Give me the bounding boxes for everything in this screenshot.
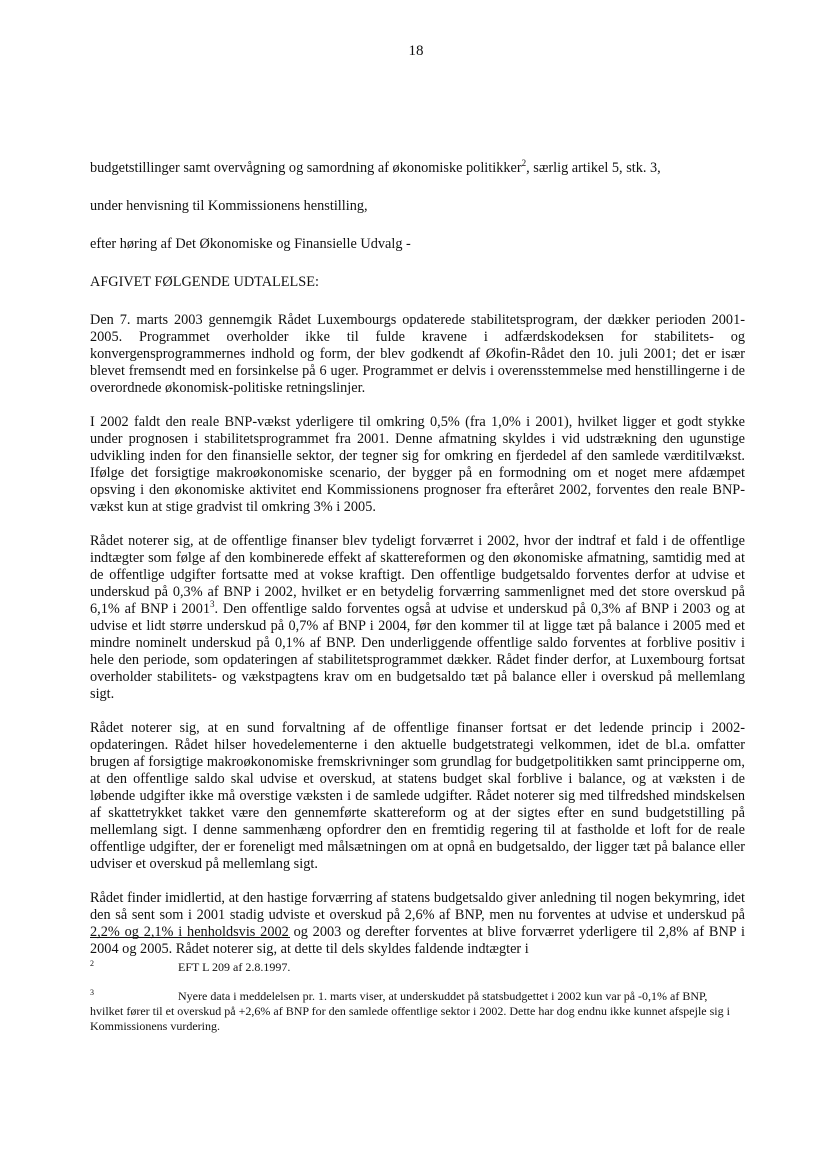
intro-line-consultation: efter høring af Det Økonomiske og Finansielle Udvalg - [90,236,411,252]
opinion-heading: AFGIVET FØLGENDE UDTALELSE: [90,274,319,290]
footnote-separator [90,937,290,938]
footnote-mark: 2 [90,959,94,968]
paragraph-gdp-growth: I 2002 faldt den reale BNP-vækst yderligere til omkring 0,5% (fra 1,0% i 2001), hvilket ligger et godt stykke under prognosen i stabilitetsprogrammet fra 2001. Denne afmatning skyldes i vid udstrækning den ugunstige udvikling inden for den finansielle sektor, der tegner sig for omkring en fjerdedel af den samlede værditilvækst. Ifølge det forsigtige makroøkonomiske scenario, der bygger på en formodning om et noget mere afdæmpet opsving i den økonomiske aktivitet end Kommissionens prognoser fra efteråret 2002, forventes den reale BNP-vækst kun at stige gradvist til omkring 3% i 2005. [90,414,745,515]
page-number: 18 [408,43,424,59]
footnote-item [90,960,740,975]
intro-line-recommendation: under henvisning til Kommissionens henstilling, [90,198,368,214]
footnote-text: EFT L 209 af 2.8.1997. [178,960,291,974]
paragraph-budget-strategy: Rådet noterer sig, at en sund forvaltning af de offentlige finanser fortsat er det ledende princip i 2002-opdateringen. Rådet hilser hovedelementerne i den aktuelle budgetstrategi velkommen, idet de bl.a. omfatter brugen af forsigtige makroøkonomiske fremskrivninger som grundlag for budgetpolitikken samt principperne om, at den offentlige saldo skal udvise et overskud, at statens budget skal forblive i balance, og at væksten i de løbende udgifter ikke må overstige væksten i de samlede udgifter. Rådet noterer sig med tilfredshed mindskelsen af skattetrykket takket være den gennemførte skattereform og at der sigtes efter en sund budgetstilling på mellemlang sigt. I denne sammenhæng opfordrer den en fremtidig regering til at fastholde et loft for de reale offentlige udgifter, der er foreneligt med målsætningen om at opnå en budgetsaldo, der ligger tæt på balance eller udviser et overskud på mellemlang sigt. [90,720,745,872]
footnote-reference[interactable]: 2 [521,158,527,169]
footnote-text: Nyere data i meddelelsen pr. 1. marts viser, at underskuddet på statsbudgettet i 2002 kun var på -0,1% af BNP, hvilket fører til et overskud på +2,6% af BNP for den samlede offentlige sektor i 2002. Dette har dog endnu ikke kunnet afspejle sig i Kommissionens vurdering. [90,989,730,1033]
footnote-mark: 3 [90,988,94,997]
paragraph-state-budget-concern: Rådet finder imidlertid, at den hastige forværring af statens budgetsaldo giver anledning til nogen bekymring, idet den så sent som i 2001 stadig udviste et overskud på 2,6% af BNP, men nu forventes at udvise et underskud på 2,2% og 2,1% i henholdsvis 2002 og 2003 og derefter forventes at blive forværret yderligere til 2,8% af BNP i 2004 og 2005. Rådet noterer sig, at dette til dels skyldes faldende indtægter i [90,890,745,957]
paragraph-public-finances: Rådet noterer sig, at de offentlige finanser blev tydeligt forværret i 2002, hvor der indtraf et fald i de offentlige indtægter som følge af den kombinerede effekt af skattereformen og den økonomiske afmatning, samtidig med at de offentlige udgifter fortsatte med at vokse kraftigt. Den offentlige budgetsaldo forventes derfor at udvise et underskud på 0,3% af BNP i 2002, hvilket er en betydelig forværring sammenlignet med det store overskud på 6,1% af BNP i 2001$^3$. Den offentlige saldo forventes også at udvise et underskud på 0,3% af BNP i 2003 og at udvise et lidt større underskud på 0,7% af BNP i 2004, før den kommer til at ligge tæt på balance i 2005 med et mindre nominelt underskud på 0,1% af BNP. Den underliggende offentlige saldo forventes at forblive positiv i hele den periode, som opdateringen af stabilitetsprogrammet dækker. Rådet finder derfor, at Luxembourg fortsat overholder stabilitets- og vækstpagtens krav om en budgetsaldo tæt på balance eller i overskud på mellemlang sigt. [90,533,746,702]
document-body [90,160,745,975]
footnote-item [90,989,740,1034]
footnote-reference[interactable]: 3 [210,599,215,610]
paragraph-programme-review: Den 7. marts 2003 gennemgik Rådet Luxembourgs opdaterede stabilitetsprogram, der dækker perioden 2001-2005. Programmet overholder ikke til fulde kravene i adfærdskodeksen for stabilitets- og konvergensprogrammernes indhold og form, der blev godkendt af Økofin-Rådet den 10. juli 2001; det er især blevet fremsendt med en forsinkelse på 6 uger. Programmet er delvis i overensstemmelse med henstillingerne i de overordnede økonomisk-politiske retningslinjer. [90,312,745,396]
footnotes [90,960,740,1048]
intro-line-budget: budgetstillinger samt overvågning og samordning af økonomiske politikker$^2$, særlig artikel 5, stk. 3, [90,158,661,176]
